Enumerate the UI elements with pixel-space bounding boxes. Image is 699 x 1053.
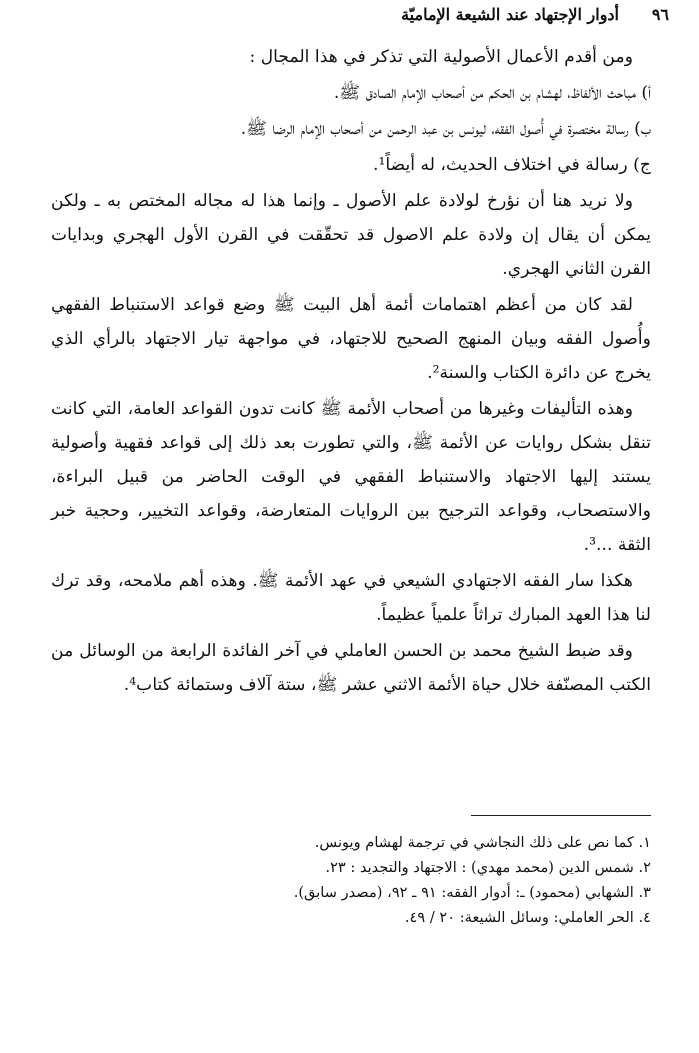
main-text (51, 40, 651, 704)
footnotes (51, 830, 651, 930)
footnote: ١. كما نص على ذلك النجاشي في ترجمة لهشام ويونس. (314, 834, 651, 851)
footnote: ٢. شمس الدين (محمد مهدي) : الاجتهاد والتجديد : ٢٣. (325, 859, 651, 876)
paragraph: ومن أقدم الأعمال الأصولية التي تذكر في هذا المجال : (249, 47, 633, 67)
page-header (0, 4, 699, 32)
running-title: أدوار الإجتهاد عند الشيعة الإماميّة (401, 5, 619, 24)
footnote-separator (471, 815, 651, 816)
footnote: ٤. الحر العاملي: وسائل الشيعة: ٢٠ / ٤٩. (404, 909, 651, 926)
paragraph: هكذا سار الفقه الاجتهادي الشيعي في عهد الأئمة ﷺ. وهذه أهم ملامحه، وقد ترك لنا هذا العهد المبارك تراثاً علمياً عظيماً. (51, 571, 651, 625)
page-number: ٩٦ (651, 5, 669, 24)
paragraph: لقد كان من أعظم اهتمامات أئمة أهل البيت ﷺ وضع قواعد الاستنباط الفقهي وأُصول الفقه وبيان المنهج الصحيح للاجتهاد، في مواجهة تيار الاجتهاد بالرأي الذي يخرج عن دائرة الكتاب والسنة². (51, 295, 651, 383)
list-item: ج) رسالة في اختلاف الحديث، له أيضاً¹. (372, 155, 651, 175)
paragraph: ولا نريد هنا أن نؤرخ لولادة علم الأصول ـ وإنما هذا له مجاله المختص به ـ ولكن يمكن أن يقال إن ولادة علم الاصول قد تحقّقت في القرن الأول الهجري وبدايات القرن الثاني الهجري. (51, 191, 651, 279)
paragraph: وهذه التأليفات وغيرها من أصحاب الأئمة ﷺ كانت تدون القواعد العامة، التي كانت تنقل بشكل روايات عن الأئمة ﷺ، والتي تطورت بعد ذلك إلى قواعد فقهية وأصولية يستند إليها الاجتهاد والاستنباط الفقهي في الوقت الحاضر من قبيل البراءة، والاستصحاب، وقواعد الترجيح بين الروايات المتعارضة، وقواعد التخيير، وحجية خبر الثقة ...³. (51, 399, 651, 555)
list-item: أ) مباحث الألفاظ، لهشام بن الحكم من أصحاب الإمام الصادق ﷺ. (333, 83, 651, 103)
list-item: ب) رسالة مختصرة في أُصول الفقه، ليونس بن عبد الرحمن من أصحاب الإمام الرضا ﷺ. (240, 119, 651, 139)
paragraph: وقد ضبط الشيخ محمد بن الحسن العاملي في آخر الفائدة الرابعة من الوسائل من الكتب المصنّفة خلال حياة الأئمة الاثني عشر ﷺ، ستة آلاف وستمائة كتاب⁴. (51, 641, 651, 695)
footnote: ٣. الشهابي (محمود) ـ: أدوار الفقه: ٩١ ـ ٩٢، (مصدر سابق). (293, 884, 651, 901)
